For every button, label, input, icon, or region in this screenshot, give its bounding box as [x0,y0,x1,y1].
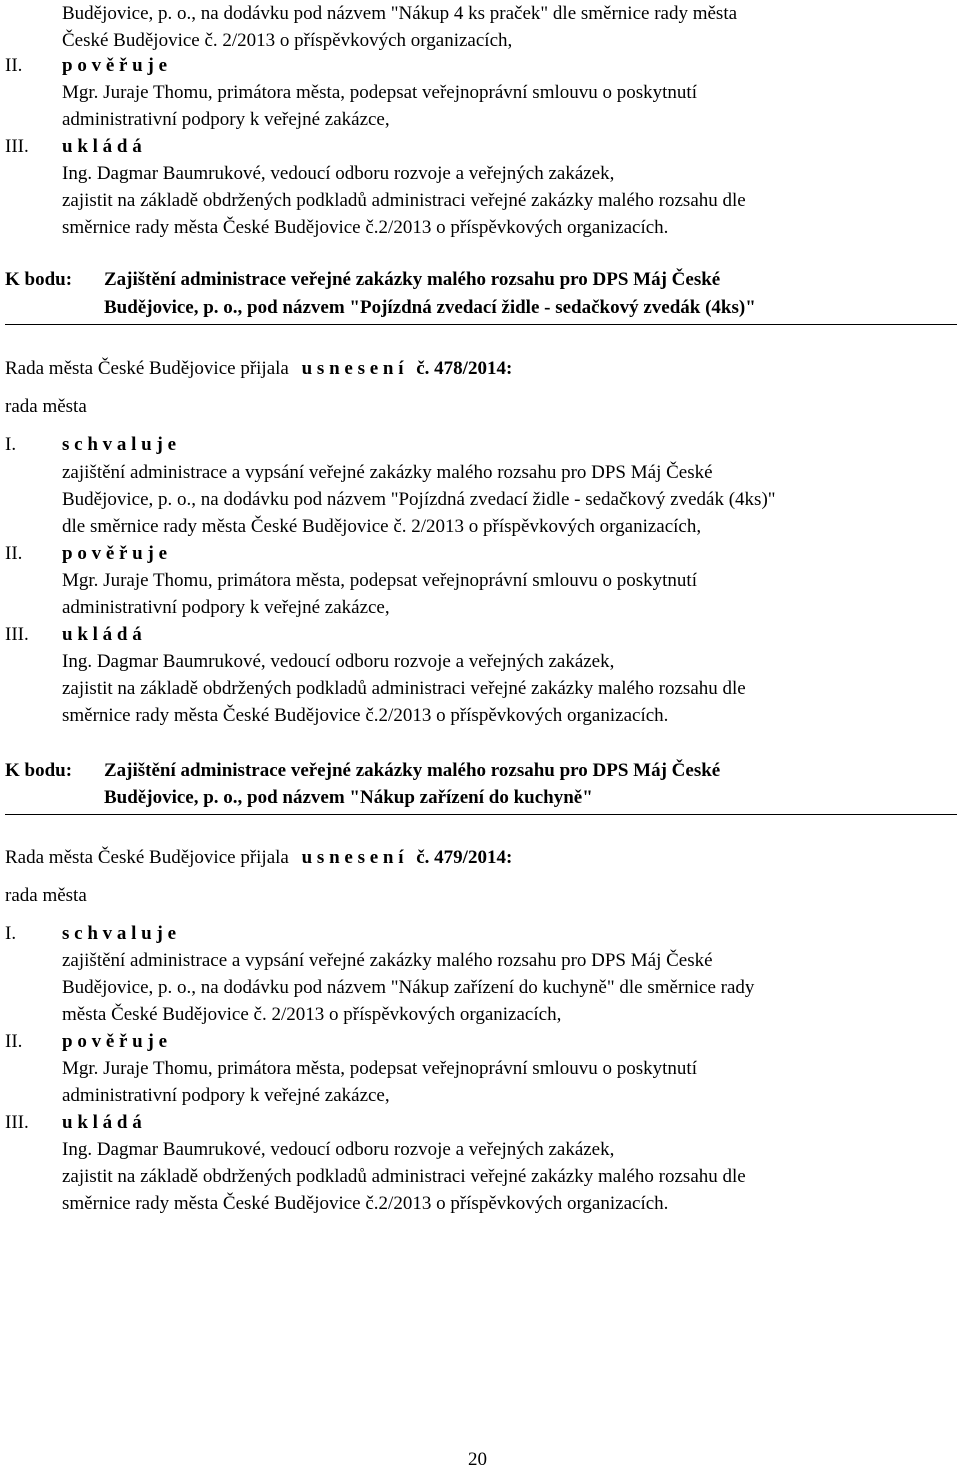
text-line: směrnice rady města České Budějovice č.2/2013 o příspěvkových organizacích. [62,705,669,726]
resolution-word: u s n e s e n í [301,358,404,379]
text-line: města České Budějovice č. 2/2013 o příspěvkových organizacích, [62,1004,562,1025]
item-number: I. [5,923,17,944]
text-line: směrnice rady města České Budějovice č.2/2013 o příspěvkových organizacích. [62,1193,669,1214]
resolution-line [5,357,512,381]
text-line: Ing. Dagmar Baumrukové, vedoucí odboru rozvoje a veřejných zakázek, [62,163,615,184]
item-number: II. [5,55,23,76]
item-number: II. [5,1031,23,1052]
text-line: zajištění administrace a vypsání veřejné zakázky malého rozsahu pro DPS Máj České [62,462,713,483]
text-line: zajistit na základě obdržených podkladů administraci veřejné zakázky malého rozsahu dle [62,190,746,211]
item-number: I. [5,434,17,455]
k-bodu-label: K bodu: [5,760,73,781]
k-bodu-label: K bodu: [5,269,73,290]
resolution-prefix: Rada města České Budějovice přijala [5,358,289,379]
resolution-prefix: Rada města České Budějovice přijala [5,847,289,868]
text-line: zajistit na základě obdržených podkladů administraci veřejné zakázky malého rozsahu dle [62,1166,746,1187]
heading-underline [5,814,957,815]
text-line: Budějovice, p. o., na dodávku pod názvem "Pojízdná zvedací židle - sedačkový zvedák (4ks)" [62,489,776,510]
heading-underline [5,324,957,325]
text-line: Budějovice, p. o., na dodávku pod názvem "Nákup 4 ks praček" dle směrnice rady města [62,3,738,24]
verb-heading: s c h v a l u j e [62,434,176,455]
page-number: 20 [468,1449,487,1470]
text-line: Mgr. Juraje Thomu, primátora města, podepsat veřejnoprávní smlouvu o poskytnutí [62,1058,697,1079]
section-heading: Budějovice, p. o., pod názvem "Nákup zařízení do kuchyně" [104,787,593,808]
resolution-word: u s n e s e n í [301,847,404,868]
rada-mesta: rada města [5,396,87,417]
verb-heading: p o v ě ř u j e [62,55,168,76]
text-line: zajištění administrace a vypsání veřejné zakázky malého rozsahu pro DPS Máj České [62,950,713,971]
item-number: III. [5,1112,29,1133]
verb-heading: s c h v a l u j e [62,923,176,944]
text-line: Budějovice, p. o., na dodávku pod názvem "Nákup zařízení do kuchyně" dle směrnice rady [62,977,755,998]
verb-heading: u k l á d á [62,1112,142,1133]
text-line: dle směrnice rady města České Budějovice č. 2/2013 o příspěvkových organizacích, [62,516,702,537]
text-line: České Budějovice č. 2/2013 o příspěvkových organizacích, [62,30,513,51]
resolution-number: č. 479/2014: [416,847,513,868]
resolution-line [5,846,512,870]
verb-heading: p o v ě ř u j e [62,1031,168,1052]
verb-heading: p o v ě ř u j e [62,543,168,564]
text-line: administrativní podpory k veřejné zakázce, [62,597,390,618]
section-heading: Zajištění administrace veřejné zakázky malého rozsahu pro DPS Máj České [104,760,721,781]
item-number: III. [5,136,29,157]
verb-heading: u k l á d á [62,136,142,157]
section-heading: Budějovice, p. o., pod názvem "Pojízdná zvedací židle - sedačkový zvedák (4ks)" [104,297,756,318]
text-line: Ing. Dagmar Baumrukové, vedoucí odboru rozvoje a veřejných zakázek, [62,1139,615,1160]
item-number: III. [5,624,29,645]
text-line: směrnice rady města České Budějovice č.2/2013 o příspěvkových organizacích. [62,217,669,238]
text-line: Ing. Dagmar Baumrukové, vedoucí odboru rozvoje a veřejných zakázek, [62,651,615,672]
text-line: zajistit na základě obdržených podkladů administraci veřejné zakázky malého rozsahu dle [62,678,746,699]
text-line: administrativní podpory k veřejné zakázce, [62,109,390,130]
verb-heading: u k l á d á [62,624,142,645]
section-heading: Zajištění administrace veřejné zakázky malého rozsahu pro DPS Máj České [104,269,721,290]
resolution-number: č. 478/2014: [416,358,513,379]
text-line: Mgr. Juraje Thomu, primátora města, podepsat veřejnoprávní smlouvu o poskytnutí [62,570,697,591]
rada-mesta: rada města [5,885,87,906]
text-line: administrativní podpory k veřejné zakázce, [62,1085,390,1106]
item-number: II. [5,543,23,564]
text-line: Mgr. Juraje Thomu, primátora města, podepsat veřejnoprávní smlouvu o poskytnutí [62,82,697,103]
